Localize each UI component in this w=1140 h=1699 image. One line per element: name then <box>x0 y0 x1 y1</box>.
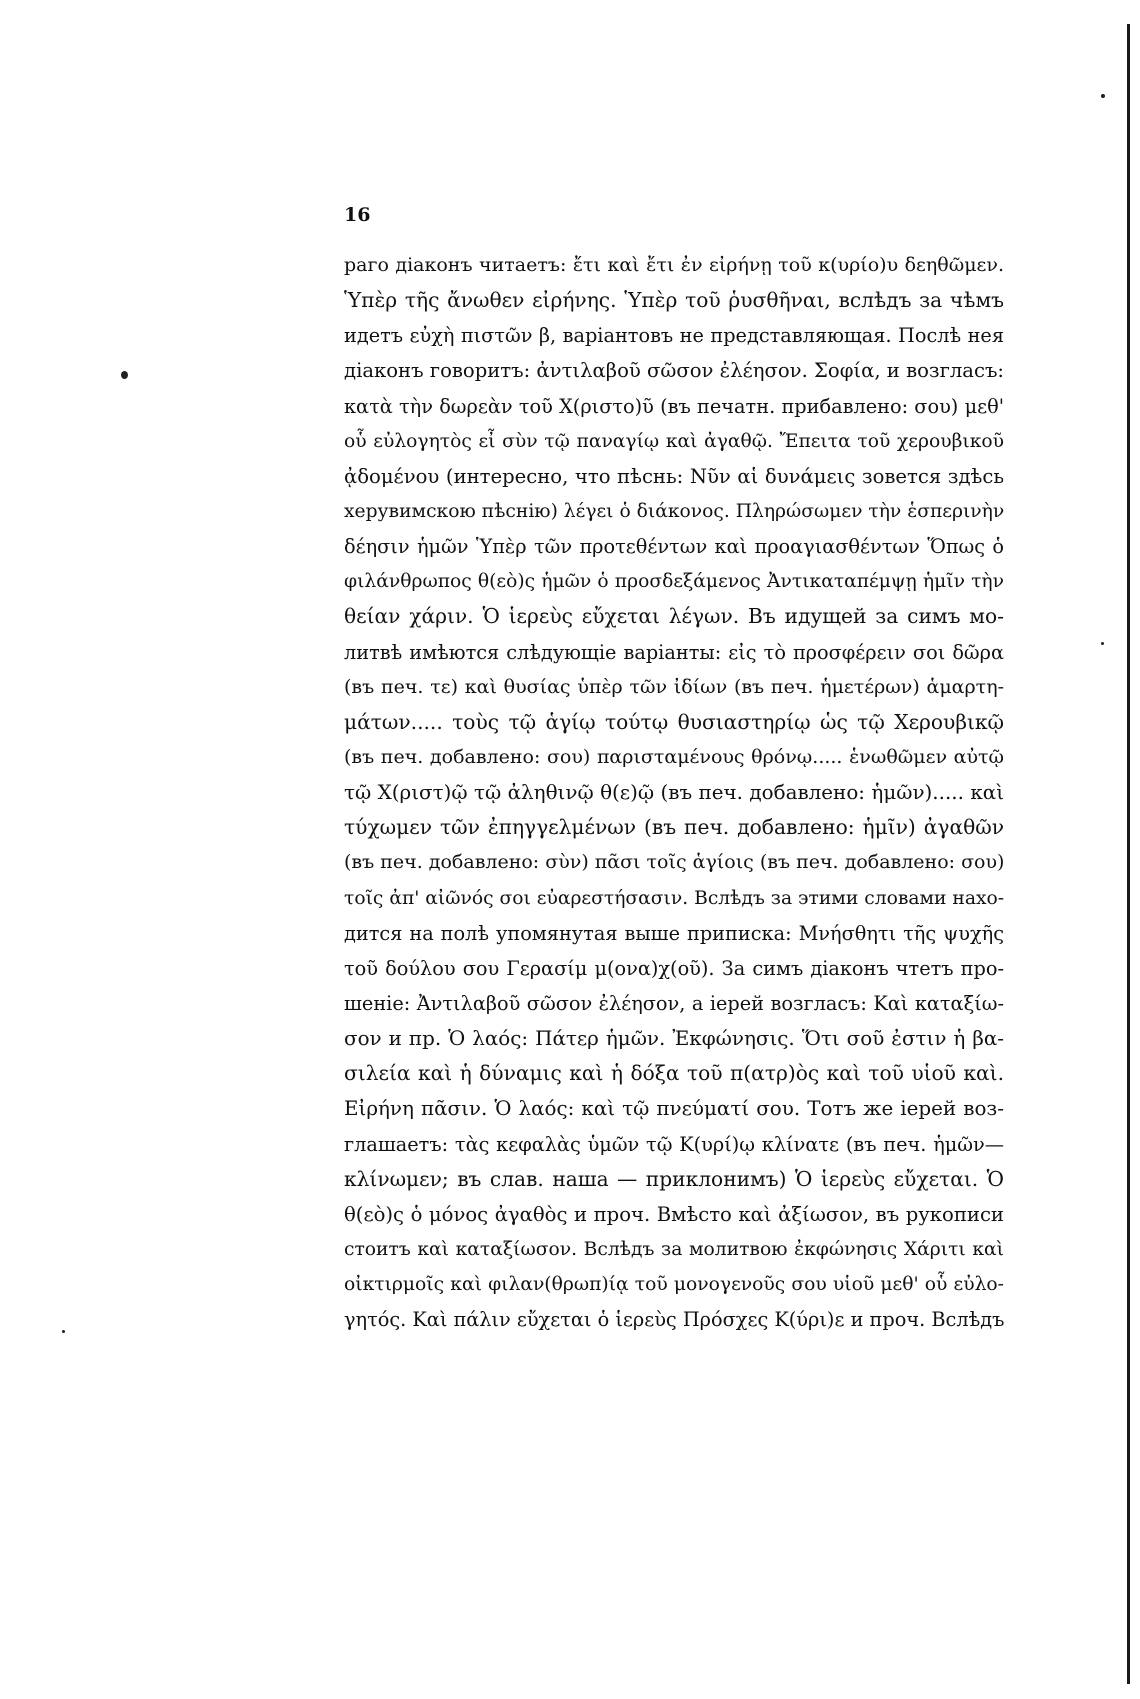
text-line: τύχωμεν τῶν ἐπηγγελμένων (въ печ. добавлено: ἡμῖν) ἀγαθῶν <box>344 815 1004 840</box>
text-line: σον и пр. Ὁ λαός: Πάτερ ἡμῶν. Ἐκφώνησις. Ὅτι σοῦ ἐστιν ἡ βα- <box>344 1027 1004 1051</box>
text-line: οὗ εὐλογητὸς εἶ σὺν τῷ παναγίῳ καὶ ἀγαθῷ. Ἔπειτα τοῦ χερουβικοῦ <box>344 430 1004 452</box>
text-line: δέησιν ἡμῶν Ὑπὲρ τῶν προτεθέντων καὶ προαγιασθέντων Ὅπως ὁ <box>344 535 1004 559</box>
text-line: стоитъ καὶ καταξίωσον. Вслѣдъ за молитвою ἐκφώνησις Χάριτι καὶ <box>344 1238 1004 1260</box>
text-line: діаконъ говоритъ: ἀντιλαβοῦ σῶσον ἐλέησον. Σοφία, и возгласъ: <box>344 359 1005 383</box>
text-line: τοῖς ἀπ' αἰῶνός σοι εὐαρεστήσασιν. Вслѣдъ за этими словами нахо- <box>344 887 1005 909</box>
text-line: Εἰρήνη πᾶσιν. Ὁ λαός: καὶ τῷ πνεύματί σου. Тотъ же іерей воз- <box>344 1097 1004 1121</box>
text-line: κλίνωμεν; въ слав. наша — приклонимъ) Ὁ ἱερεὺς εὔχεται. Ὁ <box>344 1166 1004 1191</box>
text-line: τῷ Χ(ριστ)ῷ τῷ ἀληθινῷ θ(ε)ῷ (въ печ. добавлено: ἡμῶν)..... καὶ <box>344 781 1004 805</box>
text-line: глашаетъ: τὰς κεφαλὰς ὑμῶν τῷ Κ(υρί)ῳ κλίνατε (въ печ. ἡμῶν— <box>344 1132 1004 1156</box>
text-line: οἰκτιρμοῖς καὶ φιλαν(θρωπ)ίᾳ τοῦ μονογενοῦς σου υἱοῦ μεθ' οὗ εὐλο- <box>344 1274 1004 1296</box>
scan-speck <box>1101 642 1104 645</box>
text-line: херувимскою пѣснію) λέγει ὁ διάκονος. Πληρώσωμεν τὴν ἑσπερινὴν <box>344 500 1005 522</box>
scan-speck <box>1101 94 1105 98</box>
text-line: τοῦ δούλου σου Γερασίμ μ(ονα)χ(οῦ). За симъ діаконъ чтетъ про- <box>344 956 1004 980</box>
text-line: (въ печ. τε) καὶ θυσίας ὑπὲρ τῶν ἰδίων (въ печ. ἡμετέρων) ἁμαρτη- <box>344 675 1004 698</box>
text-line: γητός. Καὶ πάλιν εὔχεται ὁ ἱερεὺς Πρόσχες Κ(ύρι)ε и проч. Вслѣдъ <box>344 1308 1005 1332</box>
text-line: Ὑπὲρ τῆς ἄνωθεν εἰρήνης. Ὑπὲρ τοῦ ῥυσθῆναι, вслѣдъ за чѣмъ <box>344 288 1004 313</box>
text-line: θ(εὸ)ς ὁ μόνος ἀγαθὸς и проч. Вмѣсто καὶ ἀξίωσον, въ рукописи <box>344 1202 1004 1226</box>
scan-edge-line <box>1127 24 1130 1684</box>
page-number: 16 <box>344 204 371 226</box>
text-line: κατὰ τὴν δωρεὰν τοῦ Χ(ριστο)ῦ (въ печатн. прибавлено: σου) μεθ' <box>344 394 1004 418</box>
text-line: литвѣ имѣются слѣдующіе варіанты: εἰς τὸ προσφέρειν σοι δῶρα <box>344 640 1004 664</box>
text-line: дится на полѣ упомянутая выше приписка: Μνήσθητι τῆς ψυχῆς <box>344 921 1004 945</box>
margin-dot <box>121 371 128 379</box>
text-line: раго діаконъ читаетъ: ἔτι καὶ ἔτι ἐν εἰρήνῃ τοῦ κ(υρίο)υ δεηθῶμεν. <box>344 254 1004 276</box>
text-line: (въ печ. добавлено: σὺν) πᾶσι τοῖς ἁγίοις (въ печ. добавлено: σου) <box>344 851 1005 874</box>
text-line: идетъ εὐχὴ πιστῶν β, варіантовъ не представляющая. Послѣ нея <box>344 324 1004 348</box>
scan-speck <box>62 1330 65 1333</box>
text-line: (въ печ. добавлено: σου) παρισταμένους θρόνῳ..... ἑνωθῶμεν αὐτῷ <box>344 745 1004 768</box>
text-line: σιλεία καὶ ἡ δύναμις καὶ ἡ δόξα τοῦ π(ατρ)ὸς καὶ τοῦ υἱοῦ καὶ. <box>344 1061 1004 1086</box>
text-line: μάτων..... τοὺς τῷ ἁγίῳ τούτῳ θυσιαστηρίῳ ὡς τῷ Χερουβικῷ <box>344 709 1004 734</box>
text-line: φιλάνθρωπος θ(εὸ)ς ἡμῶν ὁ προσδεξάμενος Ἀντικαταπέμψῃ ἡμῖν τὴν <box>344 571 1004 593</box>
text-line: θείαν χάριν. Ὁ ἱερεὺς εὔχεται λέγων. Въ идущей за симъ мо- <box>344 604 1004 629</box>
text-line: ᾀδομένου (интересно, что пѣснь: Νῦν αἱ δυνάμεις зовется здѣсь <box>344 464 1004 488</box>
body-text <box>344 248 1004 1337</box>
text-line: шеніе: Ἀντιλαβοῦ σῶσον ἐλέησον, а іерей возгласъ: Καὶ καταξίω- <box>344 991 1004 1015</box>
